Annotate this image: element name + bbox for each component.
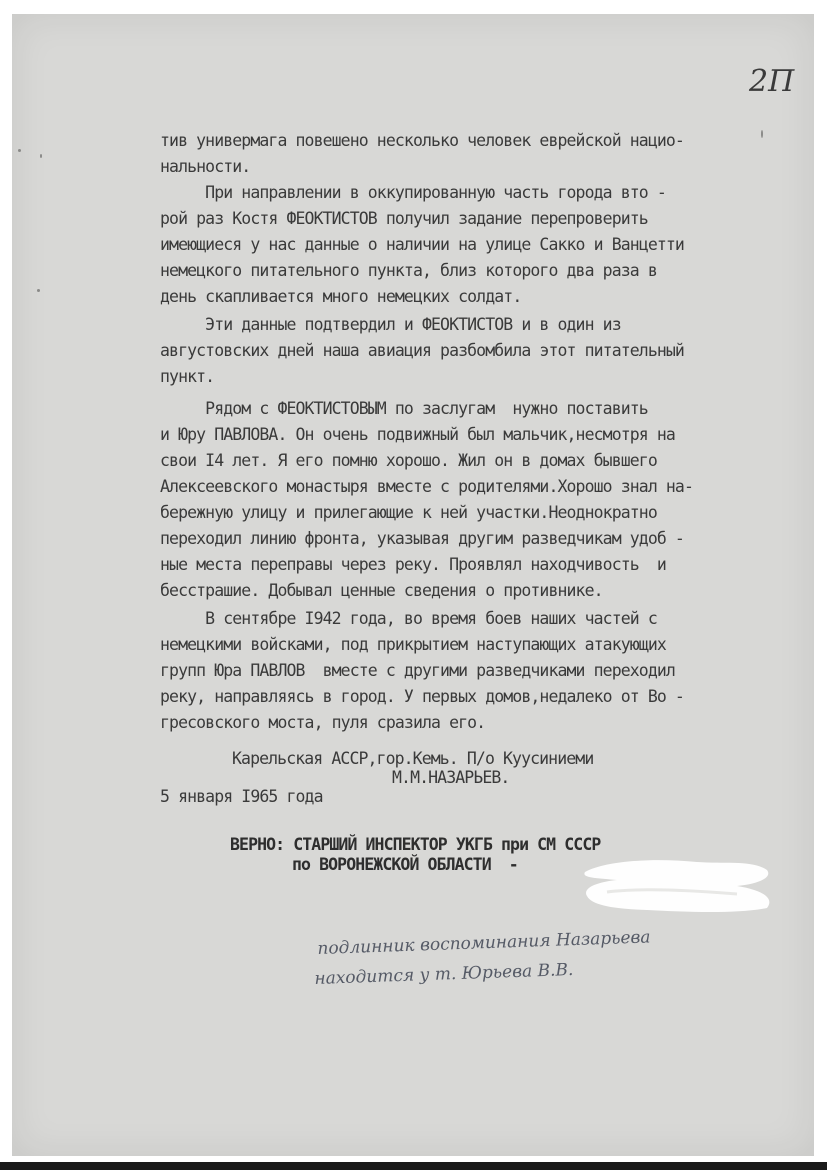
handwritten-note-line-1: подлинник воспоминания Назарьева (317, 927, 651, 959)
scan-speck (18, 149, 21, 152)
text-line: Алексеевского монастыря вместе с родителями.Хорошо знал на- (160, 477, 693, 496)
handwritten-note-line-2: находится у т. Юрьева В.В. (314, 959, 574, 989)
text-line: групп Юра ПАВЛОВ вместе с другими разведчиками переходил (160, 661, 675, 680)
certification-line-2: по ВОРОНЕЖСКОЙ ОБЛАСТИ - (292, 855, 518, 874)
text-line: имеющиеся у нас данные о наличии на улице Сакко и Ванцетти (160, 235, 684, 254)
paragraph-4 (160, 396, 693, 604)
page-number: 2П (749, 64, 795, 99)
text-line: день скапливается много немецких солдат. (160, 287, 522, 306)
certification-line-1: ВЕРНО: СТАРШИЙ ИНСПЕКТОР УКГБ при СМ СССР (230, 835, 601, 854)
paragraph-3 (160, 312, 684, 390)
text-line: В сентябре I942 года, во время боев наших частей с (160, 609, 657, 628)
author-name: М.М.НАЗАРЬЕВ. (392, 768, 510, 787)
text-line: свои I4 лет. Я его помню хорошо. Жил он в домах бывшего (160, 451, 657, 470)
paragraph-2 (160, 180, 684, 310)
scan-bottom-edge (0, 1162, 827, 1170)
text-line: ные места переправы через реку. Проявлял находчивость и (160, 555, 666, 574)
paragraph-5 (160, 606, 684, 736)
text-line: Эти данные подтвердил и ФЕОКТИСТОВ и в один из (160, 315, 621, 334)
text-line: бережную улицу и прилегающие к ней участки.Неоднократно (160, 503, 657, 522)
text-line: При направлении в оккупированную часть города вто - (160, 183, 666, 202)
text-line: Рядом с ФЕОКТИСТОВЫМ по заслугам нужно поставить (160, 399, 648, 418)
text-line: и Юру ПАВЛОВА. Он очень подвижный был мальчик,несмотря на (160, 425, 675, 444)
scan-speck (761, 130, 763, 138)
sender-address: Карельская АССР,гор.Кемь. П/о Куусиниеми (232, 749, 594, 768)
text-line: гресовского моста, пуля сразила его. (160, 713, 486, 732)
text-line: нальности. (160, 157, 251, 176)
text-line: пункт. (160, 367, 215, 386)
text-line: рой раз Костя ФЕОКТИСТОВ получил задание перепроверить (160, 209, 648, 228)
scan-speck (37, 289, 40, 292)
document-date: 5 января I965 года (160, 787, 323, 806)
redaction-mark (577, 854, 777, 916)
text-line: переходил линию фронта, указывая другим разведчикам удоб - (160, 529, 684, 548)
text-line: бесстрашие. Добывал ценные сведения о противнике. (160, 581, 603, 600)
text-line: тив универмага повешено несколько человек еврейской нацио- (160, 131, 684, 150)
scan-speck (40, 154, 42, 158)
paragraph-1 (160, 128, 684, 180)
text-line: реку, направляясь в город. У первых домов,недалеко от Во - (160, 687, 684, 706)
paper-sheet (12, 14, 814, 1156)
text-line: августовских дней наша авиация разбомбила этот питательный (160, 341, 684, 360)
text-line: немецкими войсками, под прикрытием наступающих атакующих (160, 635, 666, 654)
text-line: немецкого питательного пункта, близ которого два раза в (160, 261, 657, 280)
